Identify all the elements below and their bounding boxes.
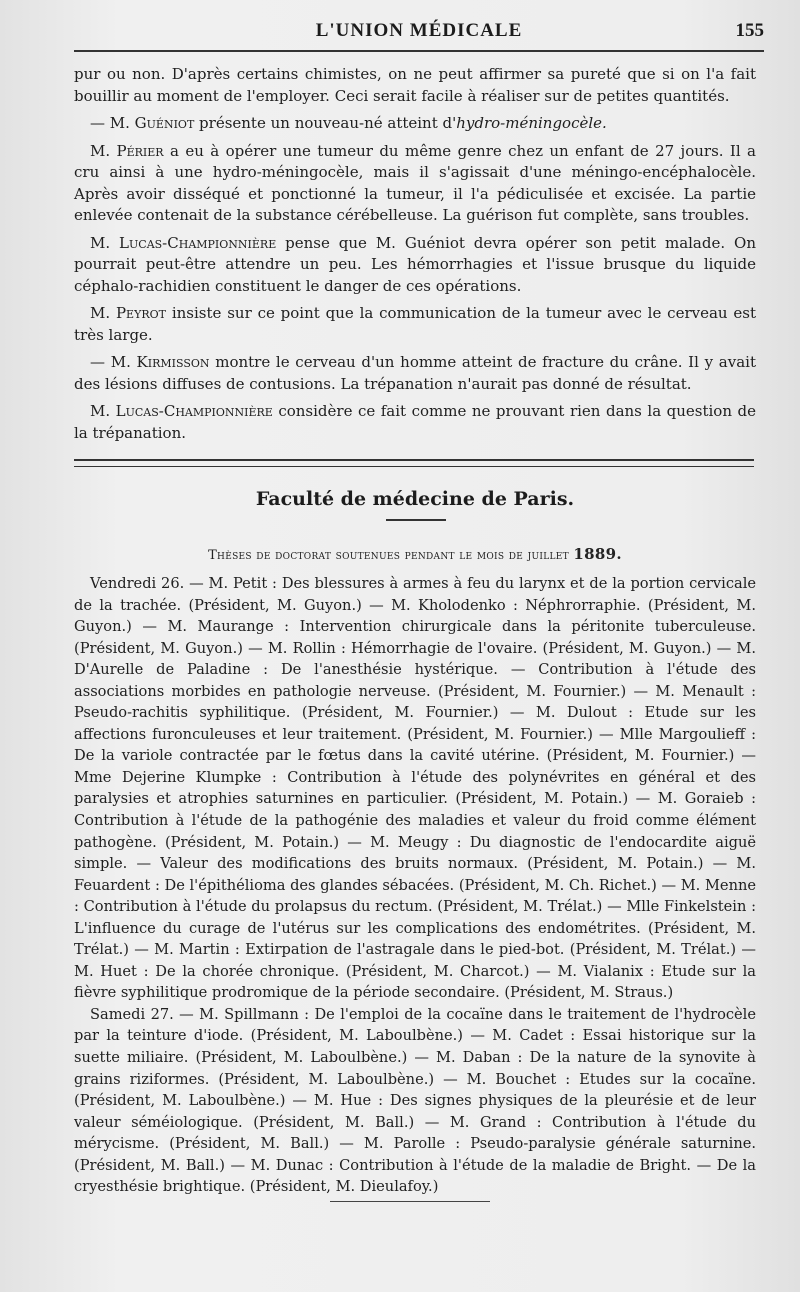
- page-number: 155: [735, 20, 764, 41]
- theses-subtitle: Thèses de doctorat soutenues pendant le mois de juillet: [208, 548, 569, 563]
- theses-saturday: Samedi 27. — M. Spillmann : De l'emploi de la cocaïne dans le traitement de l'hydrocèle par la teinture d'iode. (Président, M. Laboulbène.) — M. Cadet : Essai historique sur la suette miliaire. (Président, M. Laboulbène.) — M. Daban : De la nature de la synovite à grains riziformes. (Président, M. Laboulbène.) — M. Bouchet : Etudes sur la cocaïne. (Président, M. Laboulbène.) — M. Hue : Des signes physiques de la pleurésie et de leur valeur séméiologique. (Président, M. Ball.) — M. Grand : Contribution à l'étude du mérycisme. (Président, M. Ball.) — M. Parolle : Pseudo-paralysie générale saturnine. (Président, M. Ball.) — M. Dunac : Contribution à l'étude de la maladie de Bright. — De la cryesthésie brightique. (Président, M. Dieulafoy.): [74, 1005, 756, 1196]
- paragraph-perier: [74, 141, 756, 227]
- speaker-name: Peyrot: [115, 304, 166, 322]
- running-head: [74, 18, 764, 48]
- paragraph-lucas-championniere-2: [74, 401, 756, 444]
- theses-year: 1889.: [573, 545, 622, 563]
- emphasis-text: hydro-méningocèle.: [456, 114, 607, 132]
- theses-friday: Vendredi 26. — M. Petit : Des blessures à armes à feu du larynx et de la portion cervicale de la trachée. (Président, M. Guyon.) — M. Kholodenko : Néphrorraphie. (Président, M. Guyon.) — M. Maurange : Intervention chirurgicale dans la péritonite tuberculeuse. (Président, M. Guyon.) — M. Rollin : Hémorrhagie de l'ovaire. (Président, M. Guyon.) — M. D'Aurelle de Paladine : De l'anesthésie hystérique. — Contribution à l'étude des associations morbides en pathologie nerveuse. (Président, M. Fournier.) — M. Menault : Pseudo-rachitis syphilitique. (Président, M. Fournier.) — M. Dulout : Etude sur les affections furonculeuses et leur traitement. (Président, M. Fournier.) — Mlle Margoulieff : De la variole contractée par le fœtus dans la cavité utérine. (Président, M. Fournier.) — Mme Dejerine Klumpke : Contribution à l'étude des polynévrites en général et des paralysies et atrophies saturnines en particulier. (Président, M. Potain.) — M. Goraieb : Contribution à l'étude de la pathogénie des maladies et valeur du froid comme élément pathogène. (Président, M. Potain.) — M. Meugy : Du diagnostic de l'endocardite aiguë simple. — Valeur des modifications des bruits normaux. (Président, M. Potain.) — M. Feuardent : De l'épithélioma des glandes sébacées. (Président, M. Ch. Richet.) — M. Menne : Contribution à l'étude du prolapsus du rectum. (Président, M. Trélat.) — Mlle Finkelstein : L'influence du curage de l'utérus sur les complications des endométrites. (Président, M. Trélat.) — M. Martin : Extirpation de l'astragale dans le pied-bot. (Président, M. Trélat.) — M. Huet : De la chorée chronique. (Président, M. Charcot.) — M. Vialanix : Etude sur la fièvre syphilitique prodromique de la période secondaire. (Président, M. Straus.): [74, 575, 756, 1002]
- running-title: L'UNION MÉDICALE: [315, 20, 523, 41]
- paragraph-lead: — M.: [90, 353, 137, 371]
- paragraph-kirmisson: [74, 352, 756, 395]
- paragraph-text: présente un nouveau-né atteint d': [194, 114, 457, 132]
- paragraph-lead: M.: [90, 141, 117, 160]
- paragraph-gueniot: [74, 113, 756, 135]
- speaker-name: Lucas-Championnière: [115, 402, 273, 420]
- speaker-name: Guéniot: [134, 114, 195, 132]
- speaker-name: Lucas-Championnière: [119, 233, 277, 252]
- paragraph-lead: M.: [90, 304, 116, 322]
- end-rule: [330, 1201, 490, 1202]
- header-rule: [74, 50, 764, 52]
- section-divider: [74, 459, 754, 467]
- theses-list: [74, 573, 756, 1198]
- title-underline: [386, 519, 446, 521]
- paragraph-lead: M.: [90, 402, 116, 420]
- theses-heading: [74, 545, 756, 563]
- paragraph-lucas-championniere-1: [74, 233, 756, 298]
- paragraph-text: insiste sur ce point que la communication de la tumeur avec le cerveau est très large.: [74, 304, 757, 344]
- society-report: [74, 64, 756, 450]
- paragraph-lead: M.: [90, 233, 120, 252]
- paragraph-text: montre le cerveau d'un homme atteint de fracture du crâne. Il y avait des lésions diffuses de contusions. La trépanation n'aurait pas donné de résultat.: [74, 353, 756, 393]
- paragraph-text: pense que M. Guéniot devra opérer son petit malade. On pourrait peut-être attendre un peu. Les hémorrhagies et l'issue brusque du liquide céphalo-rachidien constituent le danger de ces opérations.: [74, 233, 756, 295]
- speaker-name: Périer: [116, 141, 164, 160]
- paragraph-lead: — M.: [90, 114, 135, 132]
- paragraph-text: considère ce fait comme ne prouvant rien dans la question de la trépanation.: [74, 402, 756, 442]
- speaker-name: Kirmisson: [136, 353, 210, 371]
- section-title: Faculté de médecine de Paris.: [255, 488, 575, 510]
- paragraph-peyrot: [74, 303, 756, 346]
- paragraph-1: pur ou non. D'après certains chimistes, on ne peut affirmer sa pureté que si on l'a fait bouillir au moment de l'employer. Ceci serait facile à réaliser sur de petites quantités.: [74, 65, 756, 105]
- paragraph-text: a eu à opérer une tumeur du même genre chez un enfant de 27 jours. Il a cru ainsi à une hydro-méningocèle, mais il s'agissait d'une méningo-encéphalocèle. Après avoir disséqué et ponctionné la tumeur, il l'a pédiculisée et excisée. La partie enlevée contenait de la substance cérébelleuse. La guérison fut complète, sans troubles.: [74, 141, 756, 224]
